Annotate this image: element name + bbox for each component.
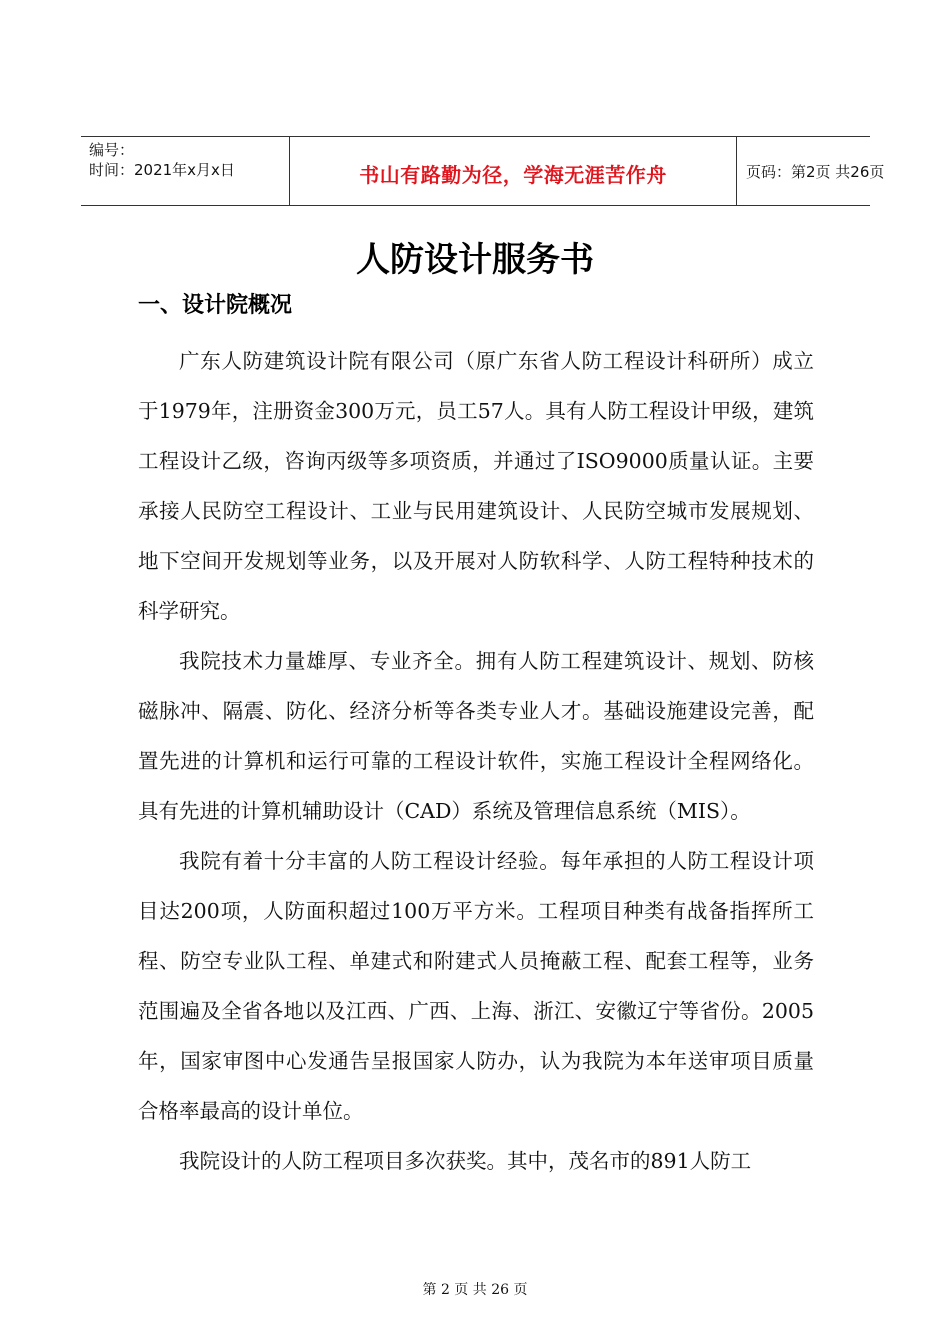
document-time-label: 时间：2021年x月x日	[89, 161, 235, 179]
header-meta	[81, 137, 289, 205]
section-heading: 一、设计院概况	[138, 293, 293, 318]
header-motto-cell	[289, 137, 737, 205]
header-page-code: 页码：第2页 共26页	[746, 163, 885, 181]
body-paragraph: 我院技术力量雄厚、专业齐全。拥有人防工程建筑设计、规划、防核磁脉冲、隔震、防化、经济分析等各类专业人才。基础设施建设完善，配置先进的计算机和运行可靠的工程设计软件，实施工程设计全程网络化。具有先进的计算机辅助设计（CAD）系统及管理信息系统（MIS）。	[138, 649, 814, 823]
body-paragraph: 广东人防建筑设计院有限公司（原广东省人防工程设计科研所）成立于1979年，注册资金300万元，员工57人。具有人防工程设计甲级，建筑工程设计乙级，咨询丙级等多项资质，并通过了ISO9000质量认证。主要承接人民防空工程设计、工业与民用建筑设计、人民防空城市发展规划、地下空间开发规划等业务，以及开展对人防软科学、人防工程特种技术的科学研究。	[138, 349, 814, 623]
header-page-cell	[737, 137, 885, 205]
document-number-label: 编号：	[89, 141, 135, 159]
header-motto: 书山有路勤为径，学海无涯苦作舟	[359, 163, 667, 187]
document-title: 人防设计服务书	[356, 240, 594, 280]
document-body	[138, 336, 814, 1186]
page-header	[81, 136, 885, 206]
body-paragraph: 我院设计的人防工程项目多次获奖。其中，茂名市的891人防工	[179, 1149, 752, 1173]
body-paragraph: 我院有着十分丰富的人防工程设计经验。每年承担的人防工程设计项目达200项，人防面积超过100万平方米。工程项目种类有战备指挥所工程、防空专业队工程、单建式和附建式人员掩蔽工程、配套工程等，业务范围遍及全省各地以及江西、广西、上海、浙江、安徽辽宁等省份。2005年，国家审图中心发通告呈报国家人防办，认为我院为本年送审项目质量合格率最高的设计单位。	[138, 849, 814, 1123]
page-footer: 第 2 页 共 26 页	[422, 1282, 528, 1298]
